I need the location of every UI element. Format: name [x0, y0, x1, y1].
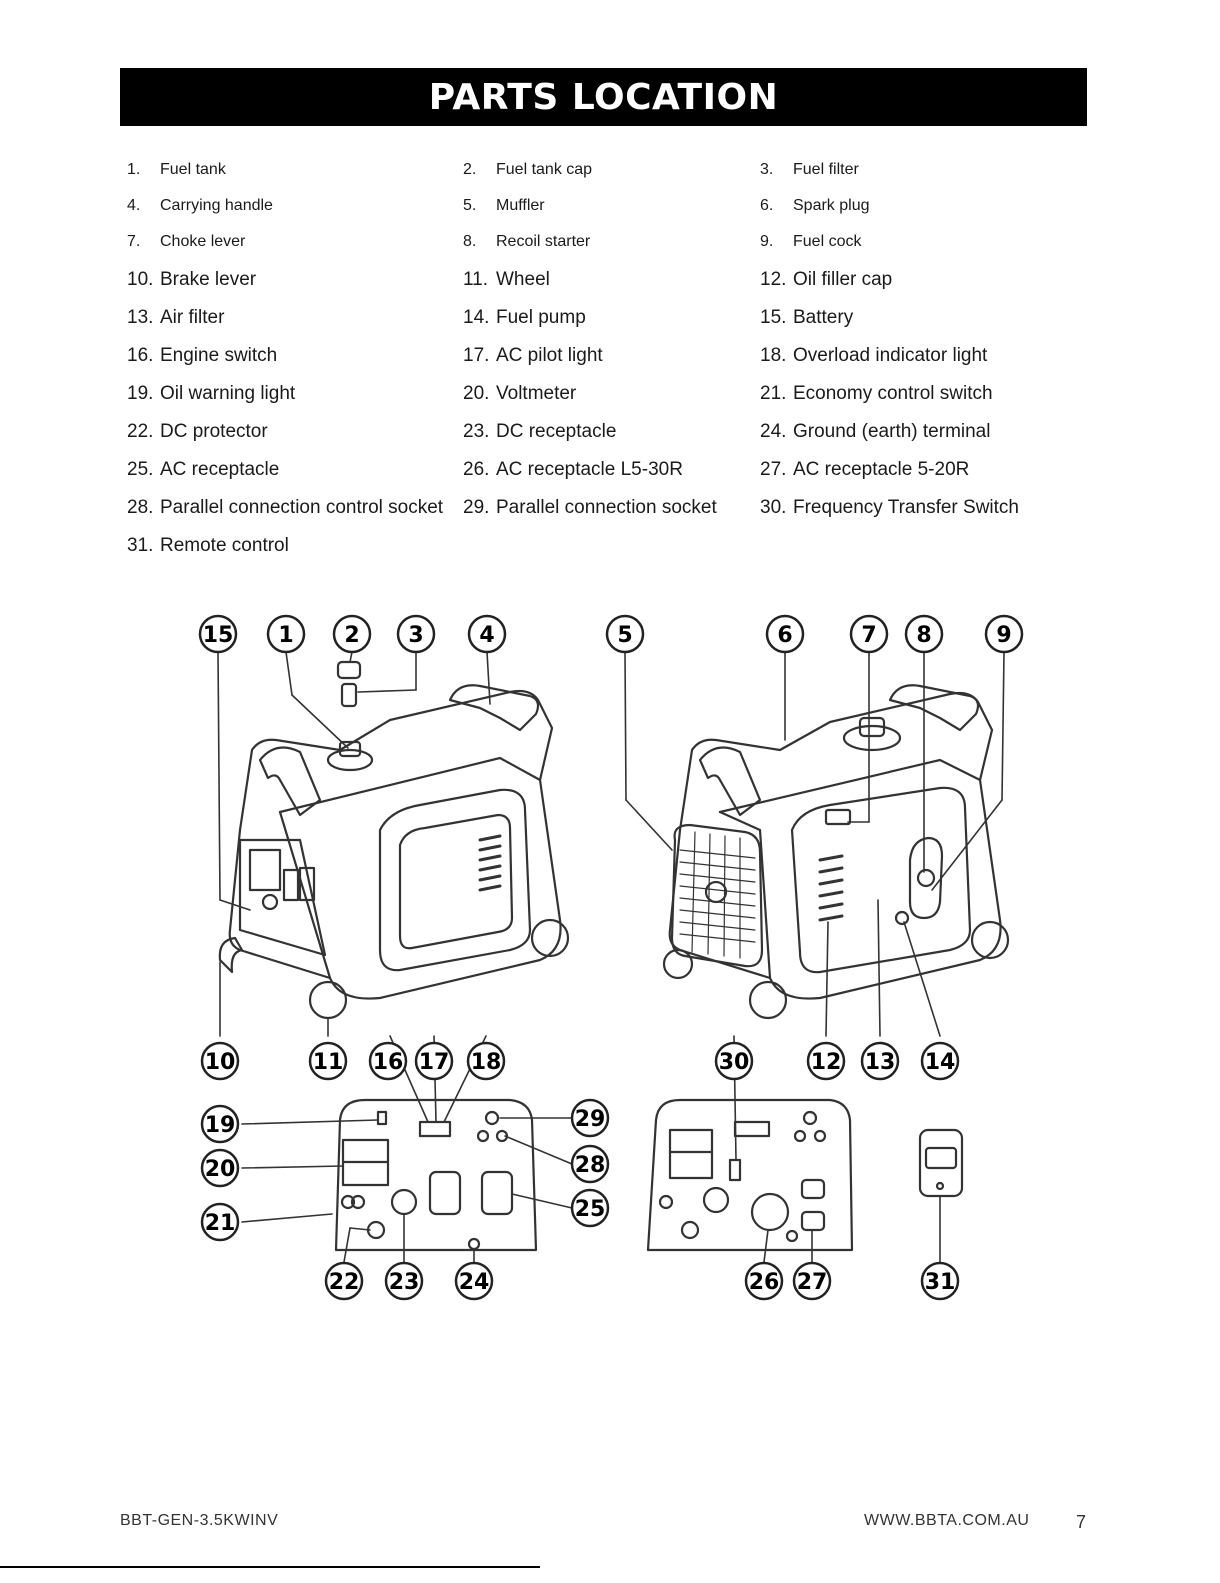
svg-text:27: 27 [796, 1270, 828, 1295]
part-name: Fuel filter [793, 161, 859, 178]
svg-text:28: 28 [574, 1153, 606, 1178]
callout-7 [851, 616, 887, 652]
part-name: Voltmeter [496, 383, 577, 404]
svg-text:12: 12 [810, 1050, 842, 1075]
title-banner [120, 68, 1087, 126]
page-title: PARTS LOCATION [428, 76, 779, 118]
part-name: DC receptacle [496, 421, 617, 442]
part-number: 3. [760, 161, 774, 178]
part-name: Brake lever [160, 269, 257, 290]
part-number: 8. [463, 233, 477, 250]
part-number: 7. [127, 233, 141, 250]
callout-2 [334, 616, 370, 652]
generator-left-illustration [220, 662, 568, 1018]
svg-text:3: 3 [408, 623, 424, 648]
generator-right-illustration [664, 685, 1008, 1018]
parts-row [127, 296, 1087, 334]
part-name: Oil filler cap [793, 269, 893, 290]
part-name: AC receptacle L5-30R [496, 459, 683, 480]
callout-22 [326, 1263, 362, 1299]
part-name: Oil warning light [160, 383, 296, 404]
callout-19 [202, 1106, 238, 1142]
callout-18 [468, 1043, 504, 1079]
parts-row [127, 222, 1087, 258]
page-number: 7 [1076, 1512, 1087, 1532]
control-panel-right-illustration [648, 1100, 852, 1250]
part-number: 28. [127, 497, 154, 518]
callout-8 [906, 616, 942, 652]
part-name: Remote control [160, 535, 289, 556]
part-name: DC protector [160, 421, 268, 442]
svg-text:26: 26 [748, 1270, 780, 1295]
callout-26 [746, 1263, 782, 1299]
part-number: 22. [127, 421, 154, 442]
callout-6 [767, 616, 803, 652]
part-number: 21. [760, 383, 787, 404]
part-name: Battery [793, 307, 854, 328]
parts-row [127, 334, 1087, 372]
callout-23 [386, 1263, 422, 1299]
part-number: 13. [127, 307, 154, 328]
svg-text:17: 17 [418, 1050, 450, 1075]
svg-text:15: 15 [202, 623, 234, 648]
part-number: 25. [127, 459, 154, 480]
diagram-svg [180, 600, 1040, 1320]
callout-15 [200, 616, 236, 652]
footer-website: WWW.BBTA.COM.AU [864, 1512, 1030, 1529]
part-number: 20. [463, 383, 490, 404]
part-number: 1. [127, 161, 141, 178]
svg-text:2: 2 [344, 623, 360, 648]
part-number: 18. [760, 345, 787, 366]
callout-17 [416, 1043, 452, 1079]
svg-text:8: 8 [916, 623, 932, 648]
callout-4 [469, 616, 505, 652]
svg-text:4: 4 [479, 623, 495, 648]
svg-text:9: 9 [996, 623, 1012, 648]
callout-14 [922, 1043, 958, 1079]
part-number: 30. [760, 497, 787, 518]
svg-text:20: 20 [204, 1157, 236, 1182]
part-name: Parallel connection control socket [160, 497, 444, 518]
part-number: 31. [127, 535, 154, 556]
svg-text:5: 5 [617, 623, 633, 648]
part-name: Parallel connection socket [496, 497, 717, 518]
svg-text:19: 19 [204, 1113, 236, 1138]
callout-28 [572, 1146, 608, 1182]
svg-text:11: 11 [312, 1050, 344, 1075]
parts-row [127, 186, 1087, 222]
svg-text:10: 10 [204, 1050, 236, 1075]
svg-text:7: 7 [861, 623, 877, 648]
svg-text:22: 22 [328, 1270, 360, 1295]
part-number: 12. [760, 269, 787, 290]
parts-row [127, 258, 1087, 296]
footer-divider [0, 1566, 540, 1568]
part-name: Economy control switch [793, 383, 993, 404]
part-name: Wheel [496, 269, 550, 290]
part-name: Frequency Transfer Switch [793, 497, 1019, 518]
part-number: 10. [127, 269, 154, 290]
part-number: 4. [127, 197, 141, 214]
callout-25 [572, 1190, 608, 1226]
callout-10 [202, 1043, 238, 1079]
part-name: Spark plug [793, 197, 870, 214]
callout-3 [398, 616, 434, 652]
svg-text:6: 6 [777, 623, 793, 648]
part-name: Recoil starter [496, 233, 591, 250]
svg-text:1: 1 [278, 623, 294, 648]
part-name: Fuel tank cap [496, 161, 593, 178]
part-name: Ground (earth) terminal [793, 421, 991, 442]
part-number: 27. [760, 459, 787, 480]
part-number: 11. [463, 269, 489, 290]
part-number: 16. [127, 345, 154, 366]
svg-text:13: 13 [864, 1050, 896, 1075]
callout-20 [202, 1150, 238, 1186]
parts-row [127, 486, 1087, 524]
svg-text:14: 14 [924, 1050, 956, 1075]
part-name: AC pilot light [496, 345, 603, 366]
svg-text:16: 16 [372, 1050, 404, 1075]
callout-30 [716, 1043, 752, 1079]
part-name: AC receptacle [160, 459, 280, 480]
callout-1 [268, 616, 304, 652]
footer-model: BBT-GEN-3.5KWINV [120, 1512, 279, 1529]
part-number: 9. [760, 233, 774, 250]
svg-text:23: 23 [388, 1270, 420, 1295]
callout-13 [862, 1043, 898, 1079]
svg-text:31: 31 [924, 1270, 956, 1295]
callout-29 [572, 1100, 608, 1136]
parts-row [127, 448, 1087, 486]
part-name: Choke lever [160, 233, 246, 250]
part-name: Fuel cock [793, 233, 862, 250]
part-number: 23. [463, 421, 490, 442]
callout-5 [607, 616, 643, 652]
svg-text:21: 21 [204, 1211, 236, 1236]
part-name: Engine switch [160, 345, 278, 366]
part-number: 6. [760, 197, 774, 214]
callout-21 [202, 1204, 238, 1240]
svg-text:30: 30 [718, 1050, 750, 1075]
remote-control-illustration [920, 1130, 962, 1196]
part-number: 17. [463, 345, 490, 366]
part-name: AC receptacle 5-20R [793, 459, 970, 480]
part-number: 29. [463, 497, 490, 518]
svg-text:25: 25 [574, 1197, 606, 1222]
parts-row [127, 410, 1087, 448]
callout-11 [310, 1043, 346, 1079]
callout-16 [370, 1043, 406, 1079]
svg-text:24: 24 [458, 1270, 490, 1295]
part-number: 2. [463, 161, 477, 178]
part-number: 15. [760, 307, 787, 328]
parts-row [127, 150, 1087, 186]
parts-list [127, 150, 1087, 562]
leader-lines [218, 652, 1004, 1262]
part-name: Muffler [496, 197, 545, 214]
callout-24 [456, 1263, 492, 1299]
part-name: Carrying handle [160, 197, 273, 214]
part-name: Air filter [160, 307, 225, 328]
part-number: 5. [463, 197, 477, 214]
part-name: Fuel pump [496, 307, 586, 328]
callout-12 [808, 1043, 844, 1079]
part-number: 14. [463, 307, 490, 328]
callout-9 [986, 616, 1022, 652]
svg-text:18: 18 [470, 1050, 502, 1075]
part-number: 24. [760, 421, 787, 442]
part-number: 19. [127, 383, 154, 404]
part-name: Fuel tank [160, 161, 226, 178]
part-name: Overload indicator light [793, 345, 988, 366]
generator-diagram [180, 600, 1040, 1320]
part-number: 26. [463, 459, 490, 480]
parts-row [127, 372, 1087, 410]
parts-row [127, 524, 1087, 562]
callout-31 [922, 1263, 958, 1299]
callout-27 [794, 1263, 830, 1299]
svg-text:29: 29 [574, 1107, 606, 1132]
